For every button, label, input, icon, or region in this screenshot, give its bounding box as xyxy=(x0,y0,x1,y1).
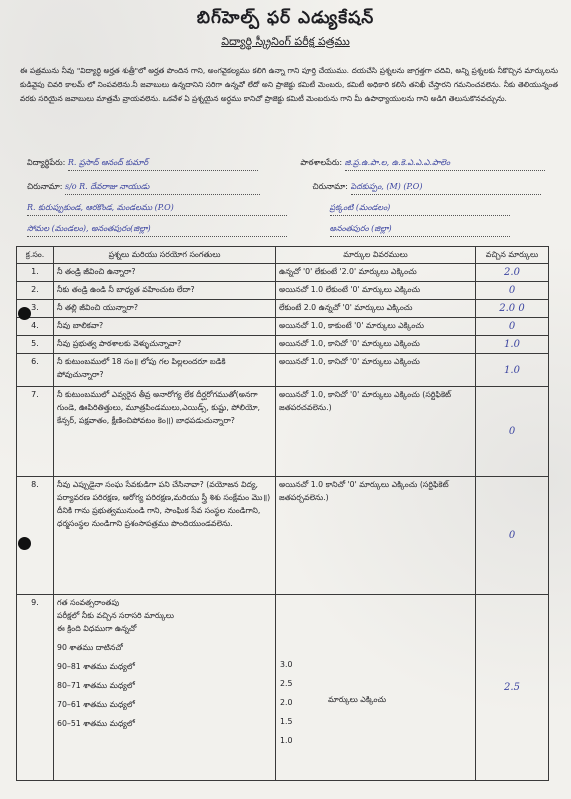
grade-points: 2.5 xyxy=(280,679,293,688)
form-title: బిగ్‌హెల్ప్ ఫర్ ఎడ్యుకేషన్ xyxy=(196,8,375,28)
address2-label: చిరునామా xyxy=(312,182,346,191)
address-line3-right[interactable]: అనంతపురం (జిల్లా) xyxy=(330,222,510,237)
address-line2-row xyxy=(27,201,557,215)
row-question: నీవు ప్రభుత్వ పాఠశాలకు వెళ్ళుచున్నావా? xyxy=(54,336,276,354)
address-line3-row xyxy=(27,222,557,236)
table-row xyxy=(17,264,549,282)
row-number: 2. xyxy=(17,282,54,300)
row-marks-rule: అయినచో 1.0, కాకుంటే '0' మార్కులు ఎక్కించు xyxy=(276,318,476,336)
table-row xyxy=(17,300,549,318)
table-row xyxy=(17,336,549,354)
row-number: 6. xyxy=(17,354,54,387)
table-row xyxy=(17,477,549,595)
row-number: 5. xyxy=(17,336,54,354)
grade-points: 1.0 xyxy=(280,736,293,745)
col-header-sno: క్ర.సం. xyxy=(17,247,54,264)
row-score[interactable]: 1.0 xyxy=(476,354,549,387)
row-marks-rule: అయినచో 1.0, కానిచో '0' మార్కులు ఎక్కించు xyxy=(276,336,476,354)
row-marks-rule-grades xyxy=(276,595,476,781)
row-marks-rule: అయినచో 1.0 లేకుంటే '0' మార్కులు ఎక్కించు xyxy=(276,282,476,300)
grade-range: 80–71 శాతము మధ్యలో xyxy=(57,681,135,690)
row-score[interactable]: 0 xyxy=(476,477,549,595)
row-score[interactable]: 0 xyxy=(476,387,549,477)
grade-range: 60–51 శాతము మధ్యలో xyxy=(57,719,135,728)
row-question: నీవు ఎప్పుడైనా సంఘ సేవకుడిగా పని చేసినావా? (వయోజన విద్య, పర్యావరణ పరిరక్షణ, ఆరోగ్య పరిరక్షణ,మరియు స్త్రీ శిశు సంక్షేమం మొ॥) దీనికి గాను ప్రభుత్వమునుండి గాని, సాంఘిక సేవ సంస్థల నుండిగాని, ధర్మసంస్థల నుండిగాని ప్రశంసాపత్రము పొందియుండవలెను. xyxy=(54,477,276,595)
address-line2-right[interactable]: ప్రక్కంటి (మండలం) xyxy=(330,201,510,216)
col-header-marks-details: మార్కుల వివరములు xyxy=(276,247,476,264)
address-row: చిరునామా: s/o R. దేవరాజు నాయుడు చిరునామా: పెదకుప్పం, (M) (P.O) xyxy=(27,180,557,194)
punch-hole-icon xyxy=(18,537,31,550)
student-name-label: విద్యార్థిపేరు xyxy=(27,158,63,167)
screening-table xyxy=(16,246,549,781)
row-question: నీకు తండ్రి ఉండి నీ బాధ్యత వహించుట లేదా? xyxy=(54,282,276,300)
row-question: నీవు బాలికవా? xyxy=(54,318,276,336)
col-header-marks-obtained: వచ్చిన మార్కులు xyxy=(476,247,549,264)
row-score[interactable]: 2.5 xyxy=(476,595,549,781)
grades-marks-instruction: మార్కులు ఎక్కించు xyxy=(328,695,387,704)
school-value[interactable]: జి.ప్ర.ఉ.పా.ల, ఉ.కె.ఎ.ఎ.ఎ.పాలెం xyxy=(345,156,545,171)
grades-intro-line: పరీక్షలో నీకు వచ్చిన సరాసరి మార్కులు xyxy=(57,611,174,620)
row-marks-rule: ఉన్నచో '0' లేకుంటే '2.0' మార్కులు ఎక్కించు xyxy=(276,264,476,282)
grades-intro-line: గత సంవత్సరాంతపు xyxy=(57,598,120,607)
row-number: 8. xyxy=(17,477,54,595)
name-school-row: విద్యార్థిపేరు: R. ప్రసాద్ ఆనంద్ కుమార్ పాఠశాలపేరు: జి.ప్ర.ఉ.పా.ల, ఉ.కె.ఎ.ఎ.ఎ.పాలెం xyxy=(27,156,557,170)
row-number: 9. xyxy=(17,595,54,781)
row-marks-rule: లేకుంటే 2.0 ఉన్నచో '0' మార్కులు ఎక్కించు xyxy=(276,300,476,318)
address2-value[interactable]: పెదకుప్పం, (M) (P.O) xyxy=(351,180,541,195)
row-score[interactable]: 2.0 0 xyxy=(476,300,549,318)
row-question: నీ కుటుంబములో 18 సం॥ లోపు గల పిల్లలందరూ బడికి పోవుచున్నారా? xyxy=(54,354,276,387)
grade-points: 1.5 xyxy=(280,717,293,726)
address-value[interactable]: s/o R. దేవరాజు నాయుడు xyxy=(65,180,260,195)
row-marks-rule: అయినచో 1.0, కానిచో '0' మార్కులు ఎక్కించు (సర్టిఫికెట్ జతపరచవలెను.) xyxy=(276,387,476,477)
punch-hole-icon xyxy=(18,307,31,320)
row-number: 4. xyxy=(17,318,54,336)
form-subtitle: విద్యార్థి స్క్రీనింగ్ పరీక్ష పత్రము xyxy=(221,35,350,48)
table-header-row xyxy=(17,247,549,264)
row-question-grades xyxy=(54,595,276,781)
table-row xyxy=(17,387,549,477)
row-marks-rule: అయినచో 1.0, కానిచో '0' మార్కులు ఎక్కించు xyxy=(276,354,476,387)
grade-range: 90 శాతము దాటినచో xyxy=(57,643,123,652)
grades-intro-line: ఈ క్రింది విధముగా ఉన్నచో xyxy=(57,624,137,633)
grade-points: 2.0 xyxy=(280,698,293,707)
col-header-question: ప్రశ్నలు మరియు సరయోగ సంగతులు xyxy=(54,247,276,264)
grade-range: 70–61 శాతము మధ్యలో xyxy=(57,700,135,709)
row-number: 3. xyxy=(17,300,54,318)
table-row xyxy=(17,282,549,300)
row-number: 7. xyxy=(17,387,54,477)
row-question: నీ తల్లి జీవించి యున్నారా? xyxy=(54,300,276,318)
grade-points: 3.0 xyxy=(280,660,293,669)
row-question: నీ తండ్రి జీవించి ఉన్నారా? xyxy=(54,264,276,282)
table-row xyxy=(17,318,549,336)
row-score[interactable]: 0 xyxy=(476,282,549,300)
student-name-value[interactable]: R. ప్రసాద్ ఆనంద్ కుమార్ xyxy=(68,156,258,171)
row-score[interactable]: 0 xyxy=(476,318,549,336)
address-line2-left[interactable]: R. కురుప్పుకుండ, ఆరకొండ, మండలము (P.O) xyxy=(27,201,287,216)
instructions-paragraph: ఈ పత్రమును నీవు "విద్యార్థి అర్హత శుత్రీ"లో అర్హత పొందిన గాని, అంగవైకల్యము కలిగి ఉన్నా గాని పూర్తి చేయుము. దయచేసి ప్రశ్నలను జాగ్రత్తగా చదివి, అన్ని ప్రశ్నలకు నీకొచ్చిన మార్కులను కుడివైపు చివరి కాలమ్ లో నింపవలెను.నీ జవాబులు ఉన్నదానిని సరిగా ఉన్నవో లేదో అని ప్రాజెక్టు కమిటీ మెంబరు, కమిటీ అధికారి కలిసి తనిఖీ చేస్తారని గమనించవలెను. నీకు తెలియున్నంత వరకు సరియైన జవాబులు మాత్రమే వ్రాయవలెను. ఒకవేళ ఏ ప్రశ్నయైన అర్థము కానిచో ప్రాజెక్టు కమిటీ మెంబరును గాని మీ ఉపాధ్యాయులను గాని అడిగి తెలుసుకొనవచ్చును. xyxy=(20,66,558,103)
row-score[interactable]: 1.0 xyxy=(476,336,549,354)
table-row xyxy=(17,354,549,387)
row-number: 1. xyxy=(17,264,54,282)
address-line3-left[interactable]: సోమల (మండలం), అనంతపురం(జిల్లా) xyxy=(27,222,287,237)
grade-range: 90–81 శాతము మధ్యలో xyxy=(57,662,135,671)
row-marks-rule: అయినచో 1.0 కానిచో '0' మార్కులు ఎక్కించు (సర్టిఫికెట్ జతపర్చవలెను.) xyxy=(276,477,476,595)
table-row-grades xyxy=(17,595,549,781)
row-score[interactable]: 2.0 xyxy=(476,264,549,282)
school-label: పాఠశాలపేరు xyxy=(300,158,340,167)
address-label: చిరునామా xyxy=(27,182,60,191)
row-question: నీ కుటుంబములో ఎవ్వరైన తీవ్ర అనారోగ్య లేక దీర్ఘరోగముతో(అనగా గుండె, ఊపిరితిత్తులు, మూత్రపిండములు,ఎయిడ్స్, కుష్టు, పోలియో, కేన్సర్, పక్షవాతం, క్షీణించిపోవటం కెం॥) బాధపడుచున్నారా? xyxy=(54,387,276,477)
